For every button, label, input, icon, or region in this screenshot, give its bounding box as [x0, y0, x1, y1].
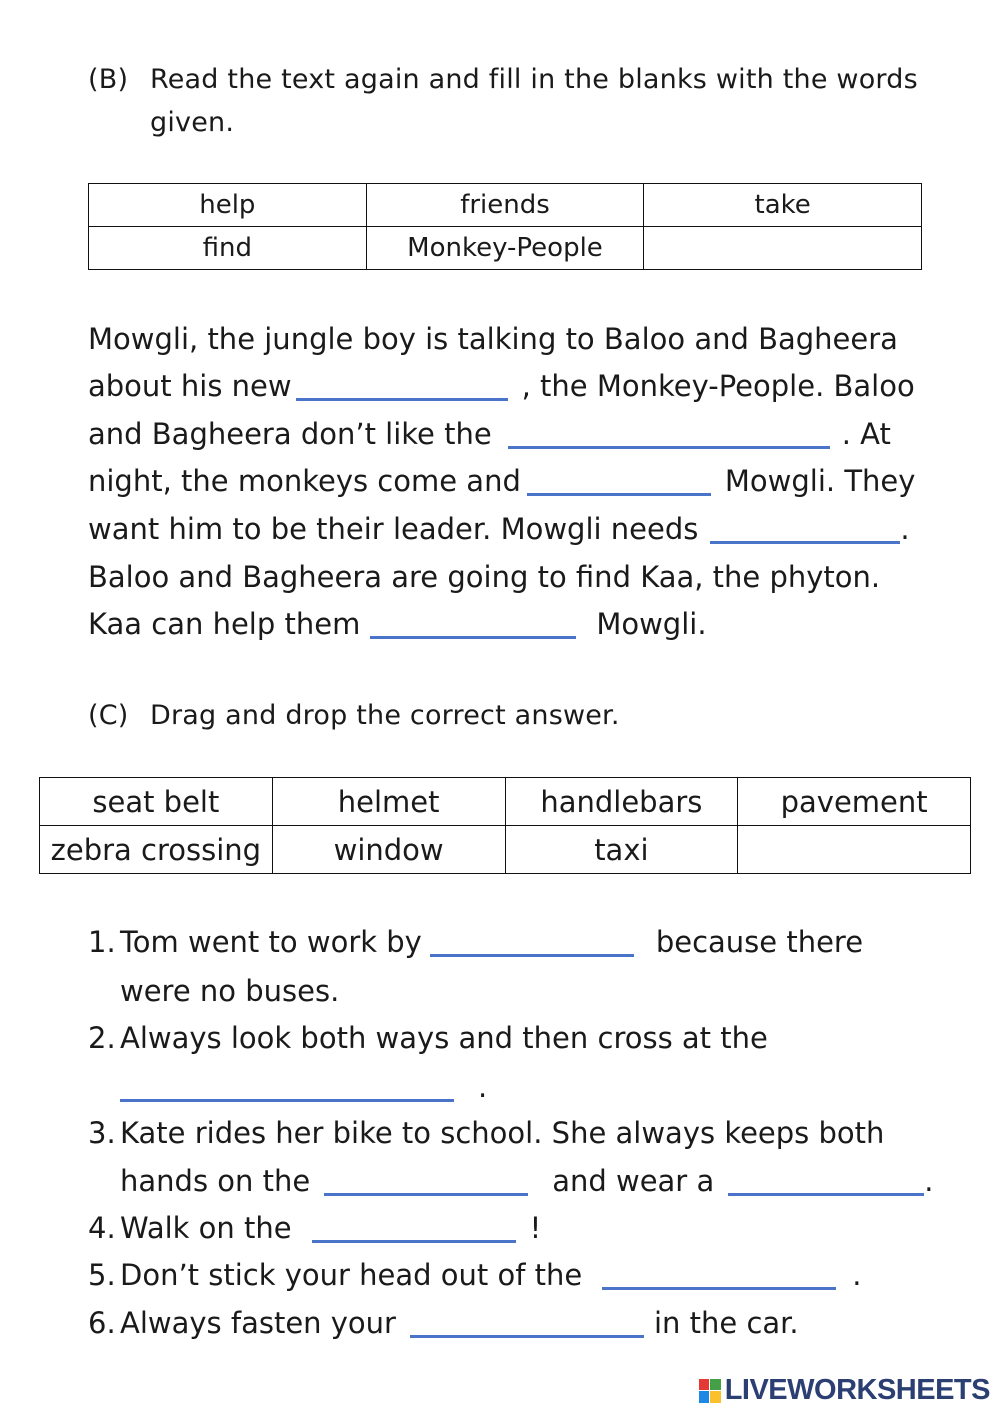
passage-text: Kaa can help them — [88, 607, 361, 641]
brand-text: LIVEWORKSHEETS — [724, 1374, 990, 1406]
liveworksheets-logo-icon — [699, 1379, 721, 1403]
liveworksheets-brand[interactable] — [699, 1374, 990, 1407]
question-text: in the car. — [653, 1306, 799, 1340]
section-c-instruction — [88, 700, 620, 731]
drop-zone-c4[interactable] — [312, 1216, 516, 1243]
passage-text: . At — [841, 417, 891, 451]
question-text: Kate rides her bike to school. She always keeps both — [120, 1116, 885, 1150]
passage-text: and Bagheera don’t like the — [88, 417, 492, 451]
question-number: 6. — [88, 1306, 116, 1340]
passage-text: Mowgli, the jungle boy is talking to Baloo and Bagheera — [88, 322, 898, 356]
word-chip[interactable]: friends — [366, 184, 644, 227]
passage-line — [88, 560, 880, 594]
word-chip[interactable]: take — [644, 184, 922, 227]
question-text: hands on the — [120, 1164, 311, 1198]
question-text: Don’t stick your head out of the — [120, 1258, 583, 1292]
question-2 — [88, 1021, 768, 1055]
blank-input-b5[interactable] — [370, 612, 576, 639]
word-bank-empty-cell — [738, 826, 971, 874]
passage-text: , the Monkey-People. Baloo — [521, 369, 915, 403]
section-c-word-bank — [39, 777, 971, 874]
passage-line — [88, 607, 707, 641]
drop-zone-c2[interactable] — [120, 1075, 454, 1102]
question-text: Tom went to work by — [120, 925, 422, 959]
drop-zone-c3a[interactable] — [324, 1169, 528, 1196]
passage-text: Mowgli. They — [724, 464, 916, 498]
question-number: 4. — [88, 1211, 116, 1245]
section-b-instruction-line1: Read the text again and fill in the blanks with the words — [150, 64, 918, 95]
passage-text: Mowgli. — [596, 607, 707, 641]
section-c-instruction-text: Drag and drop the correct answer. — [150, 700, 620, 731]
drop-zone-c1[interactable] — [430, 930, 634, 957]
draggable-word[interactable]: seat belt — [40, 778, 273, 826]
drop-zone-c5[interactable] — [602, 1263, 836, 1290]
question-text: . — [924, 1164, 934, 1198]
logo-square — [699, 1379, 710, 1391]
passage-line — [88, 512, 910, 546]
drop-zone-c6[interactable] — [410, 1311, 644, 1338]
passage-line — [88, 322, 898, 356]
question-4 — [88, 1211, 541, 1245]
question-text: Always fasten your — [120, 1306, 396, 1340]
question-number: 2. — [88, 1021, 116, 1055]
passage-line — [88, 464, 915, 498]
word-bank-row — [40, 826, 971, 874]
word-chip[interactable]: find — [89, 227, 367, 270]
word-bank-row — [89, 227, 922, 270]
question-5 — [88, 1258, 862, 1292]
draggable-word[interactable]: window — [272, 826, 505, 874]
word-bank-row — [89, 184, 922, 227]
draggable-word[interactable]: helmet — [272, 778, 505, 826]
section-b-instruction — [88, 64, 918, 95]
section-b-word-bank — [88, 183, 922, 270]
passage-text: about his new — [88, 369, 292, 403]
section-b-label: (B) — [88, 64, 129, 95]
blank-input-b4[interactable] — [710, 517, 900, 544]
question-number: 1. — [88, 925, 116, 959]
question-text: Always look both ways and then cross at the — [120, 1021, 768, 1055]
logo-square — [699, 1391, 710, 1403]
blank-input-b3[interactable] — [527, 469, 711, 496]
question-text: . — [478, 1070, 488, 1104]
blank-input-b2[interactable] — [508, 422, 830, 449]
question-text: . — [852, 1258, 862, 1292]
question-text: Walk on the — [120, 1211, 292, 1245]
logo-square — [710, 1391, 721, 1403]
word-chip-empty — [644, 227, 922, 270]
draggable-word[interactable]: taxi — [505, 826, 738, 874]
passage-text: . — [900, 512, 910, 546]
passage-line — [88, 369, 915, 403]
logo-square — [710, 1379, 721, 1391]
question-text: were no buses. — [120, 974, 340, 1008]
question-1 — [88, 925, 863, 959]
section-c-label: (C) — [88, 700, 129, 731]
question-2-continued — [88, 1070, 487, 1104]
draggable-word[interactable]: handlebars — [505, 778, 738, 826]
question-number: 3. — [88, 1116, 116, 1150]
question-3-continued — [88, 1164, 933, 1198]
word-bank-row — [40, 778, 971, 826]
blank-input-b1[interactable] — [296, 374, 508, 401]
question-text: ! — [529, 1211, 542, 1245]
section-b-instruction-line2: given. — [150, 107, 235, 138]
question-3 — [88, 1116, 884, 1150]
question-number: 5. — [88, 1258, 116, 1292]
question-text: because there — [655, 925, 864, 959]
passage-text: night, the monkeys come and — [88, 464, 521, 498]
draggable-word[interactable]: zebra crossing — [40, 826, 273, 874]
passage-line — [88, 417, 891, 451]
drop-zone-c3b[interactable] — [728, 1169, 924, 1196]
question-6 — [88, 1306, 799, 1340]
passage-text: Baloo and Bagheera are going to find Kaa, the phyton. — [88, 560, 881, 594]
question-text: and wear a — [552, 1164, 715, 1198]
word-chip[interactable]: help — [89, 184, 367, 227]
passage-text: want him to be their leader. Mowgli needs — [88, 512, 699, 546]
word-chip[interactable]: Monkey-People — [366, 227, 644, 270]
question-1-continued — [88, 974, 339, 1008]
draggable-word[interactable]: pavement — [738, 778, 971, 826]
